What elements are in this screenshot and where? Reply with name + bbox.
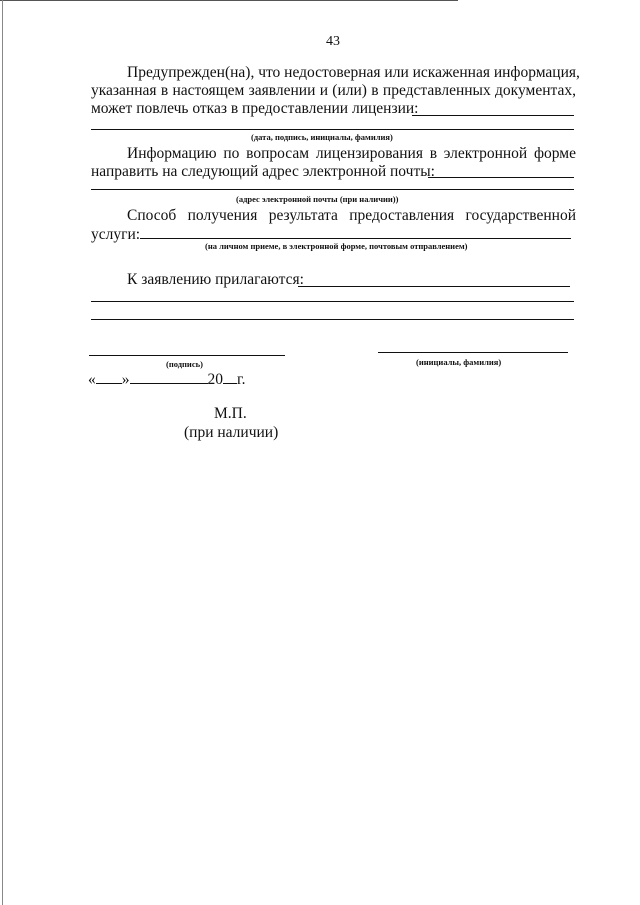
email-blank-2[interactable]	[91, 189, 574, 190]
email-text-line-2: направить на следующий адрес электронной почты:	[91, 163, 435, 180]
signature-caption: (подпись)	[166, 359, 203, 369]
date-month-blank[interactable]	[130, 371, 208, 384]
date-year-suffix: г.	[237, 371, 246, 388]
signature-blank[interactable]	[89, 355, 285, 356]
email-caption: (адрес электронной почты (при наличии))	[236, 194, 399, 204]
warning-text-line-1: Предупрежден(на), что недостоверная или искаженная информация,	[127, 64, 580, 81]
email-text-line-1: Информацию по вопросам лицензирования в электронной форме	[127, 145, 576, 162]
name-caption: (инициалы, фамилия)	[416, 357, 502, 367]
attachments-label: К заявлению прилагаются:	[127, 271, 304, 288]
method-caption: (на личном приеме, в электронной форме, почтовым отправлением)	[205, 241, 468, 251]
method-text-line-2: услуги:	[91, 226, 141, 243]
date-line	[88, 371, 245, 389]
warning-text-line-2: указанная в настоящем заявлении и (или) в представленных документах,	[91, 82, 576, 99]
date-open-quote: «	[88, 371, 96, 388]
stamp-note: (при наличии)	[184, 424, 279, 441]
warning-text-line-3: может повлечь отказ в предоставлении лицензии:	[91, 100, 419, 117]
attachments-blank-2[interactable]	[91, 301, 574, 302]
warning-caption: (дата, подпись, инициалы, фамилия)	[251, 132, 393, 142]
email-blank-1[interactable]	[428, 177, 574, 178]
date-year-blank[interactable]	[223, 371, 237, 384]
warning-blank-1[interactable]	[412, 115, 574, 116]
date-day-blank[interactable]	[96, 371, 122, 384]
date-close-quote: »	[121, 371, 130, 388]
method-blank[interactable]	[140, 238, 571, 239]
warning-blank-2[interactable]	[91, 129, 574, 130]
name-blank[interactable]	[378, 352, 568, 353]
date-year-prefix: 20	[207, 371, 223, 388]
page-left-border	[2, 0, 3, 905]
page-top-border	[0, 0, 458, 1]
attachments-blank-3[interactable]	[91, 319, 574, 320]
attachments-blank-1[interactable]	[298, 286, 570, 287]
page-number: 43	[326, 34, 340, 49]
stamp-label: М.П.	[214, 405, 247, 422]
method-text-line-1: Способ получения результата предоставления государственной	[127, 207, 576, 224]
